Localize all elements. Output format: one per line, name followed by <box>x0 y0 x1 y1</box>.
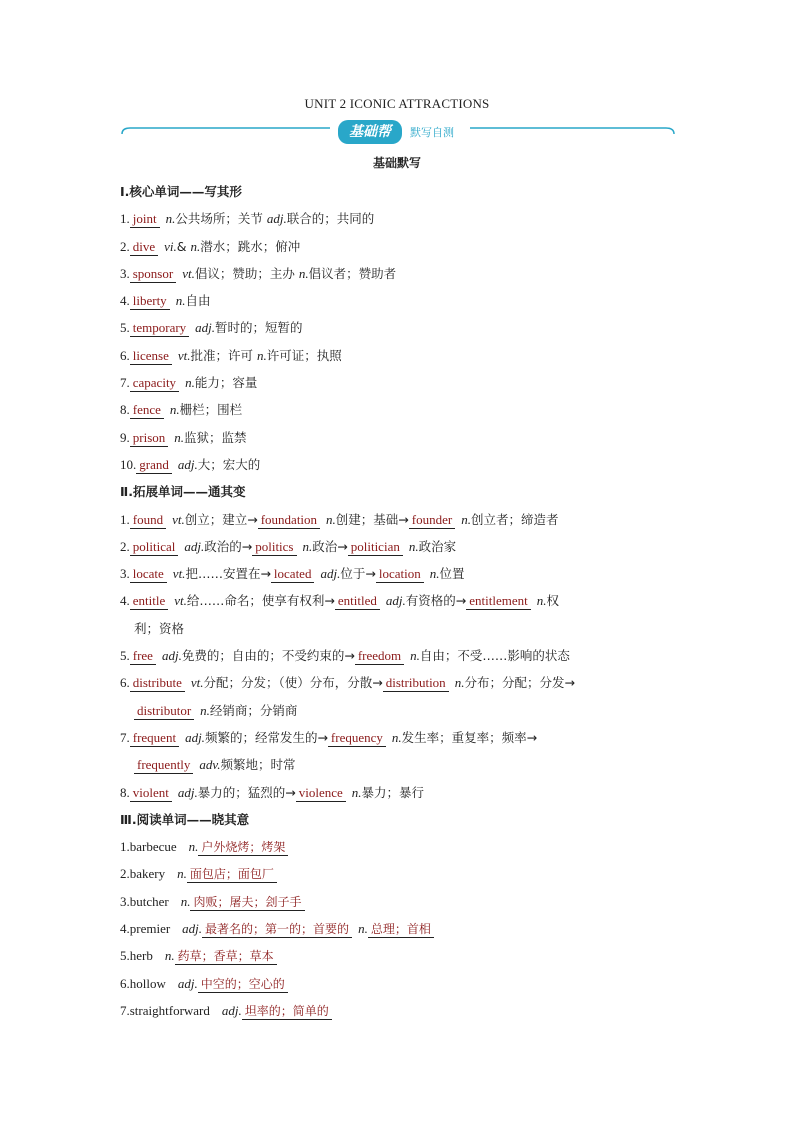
list-item <box>120 669 680 696</box>
answer-blank: entitle <box>130 593 169 610</box>
answer-blank: 药草；香草；草本 <box>175 948 277 965</box>
definition-text: 创建；基础→ <box>335 511 409 527</box>
section-1-list <box>120 205 680 478</box>
definition-text: 给……命名；使享有权利→ <box>186 593 335 609</box>
item-number: 1. <box>120 839 130 855</box>
list-item <box>120 697 680 724</box>
item-number: 7. <box>120 729 130 745</box>
section-3-heading: Ⅲ.阅读单词——晓其意 <box>120 811 250 827</box>
list-item <box>120 942 680 969</box>
definition-text: 联合的；共同的 <box>286 211 375 227</box>
part-of-speech: n. <box>169 402 180 418</box>
definition-text: 位置 <box>439 566 465 582</box>
item-number: 5. <box>120 320 130 336</box>
part-of-speech: vt. <box>177 347 191 363</box>
item-number: 9. <box>120 429 130 445</box>
definition-text: 创立者；缔造者 <box>470 511 559 527</box>
definition-text: 政治→ <box>312 538 348 554</box>
definition-text: 免费的；自由的；不受约束的→ <box>181 648 355 664</box>
definition-text: 许可证；执照 <box>266 347 342 363</box>
part-of-speech: n. <box>174 429 184 445</box>
part-of-speech: adv. <box>199 757 221 773</box>
part-of-speech: vt. <box>172 511 185 527</box>
item-number: 7. <box>120 375 130 391</box>
part-of-speech: adj. <box>161 648 182 664</box>
section-3-list <box>120 833 680 1024</box>
item-number: 10. <box>120 456 137 472</box>
answer-blank: 坦率的；简单的 <box>242 1003 332 1020</box>
section-banner <box>120 120 676 146</box>
section-2-list <box>120 506 680 806</box>
definition-text: 政治家 <box>418 538 457 554</box>
part-of-speech: adj. <box>177 975 198 991</box>
vocab-word: premier <box>129 921 171 937</box>
definition-text: 倡议；赞助；主办 <box>194 265 299 281</box>
part-of-speech: n. <box>298 265 309 281</box>
part-of-speech: vt. <box>182 265 195 281</box>
definition-text: 公共场所；关节 <box>175 211 267 227</box>
part-of-speech: adj. <box>195 320 216 336</box>
list-item <box>120 560 680 587</box>
part-of-speech: adj. <box>185 729 205 745</box>
list-item <box>120 970 680 997</box>
list-item <box>120 888 680 915</box>
page-title: UNIT 2 ICONIC ATTRACTIONS <box>304 96 490 111</box>
item-number: 5. <box>120 948 130 964</box>
part-of-speech: vt. <box>172 566 186 582</box>
item-number: 4. <box>120 921 130 937</box>
answer-blank: dive <box>130 239 158 256</box>
definition-text: 暴力；暴行 <box>361 784 425 800</box>
item-number: 2. <box>120 866 130 882</box>
part-of-speech: vi. <box>164 238 177 254</box>
list-item <box>120 915 680 942</box>
answer-blank: 面包店；面包厂 <box>187 866 277 883</box>
definition-text: 监狱；监禁 <box>184 429 247 445</box>
list-item <box>120 287 680 314</box>
item-number: 4. <box>120 293 130 309</box>
answer-blank: 中空的；空心的 <box>198 976 288 993</box>
list-item <box>120 615 680 642</box>
part-of-speech: adj. <box>385 593 406 609</box>
answer-blank: found <box>130 512 166 529</box>
definition-text: 政治的→ <box>204 538 253 554</box>
answer-blank: violence <box>296 785 346 802</box>
part-of-speech: vt. <box>174 593 187 609</box>
answer-blank: license <box>130 348 172 365</box>
answer-blank: violent <box>130 785 172 802</box>
list-item <box>120 424 680 451</box>
item-number: 6. <box>120 975 130 991</box>
answer-blank: frequently <box>134 757 193 774</box>
part-of-speech: n. <box>302 538 313 554</box>
vocab-word: barbecue <box>129 839 177 855</box>
part-of-speech: n. <box>536 593 547 609</box>
list-item <box>120 506 680 533</box>
definition-text: 频繁地；时常 <box>220 757 296 773</box>
vocab-word: butcher <box>129 893 169 909</box>
item-number: 3. <box>120 893 130 909</box>
exercise-content <box>120 178 680 1024</box>
part-of-speech: adj. <box>221 1002 242 1018</box>
answer-blank: politician <box>348 539 403 556</box>
item-number: 3. <box>120 566 130 582</box>
answer-blank: entitled <box>335 593 380 610</box>
part-of-speech: n. <box>410 648 420 664</box>
answer-blank: distribution <box>383 675 449 692</box>
definition-text: 暴力的；猛烈的→ <box>197 784 296 800</box>
vocab-word: hollow <box>129 975 166 991</box>
answer-blank: grand <box>136 457 172 474</box>
answer-blank: entitlement <box>466 593 530 610</box>
answer-blank: politics <box>252 539 296 556</box>
part-of-speech: n. <box>188 839 199 855</box>
list-item <box>120 779 680 806</box>
list-item <box>120 724 680 751</box>
definition-text: 创立；建立→ <box>184 511 258 527</box>
section-2-heading: Ⅱ.拓展单词——通其变 <box>120 484 246 500</box>
list-item <box>120 451 680 478</box>
list-item <box>120 205 680 232</box>
part-of-speech: adj. <box>177 456 198 472</box>
vocab-word: bakery <box>129 866 166 882</box>
part-of-speech: n. <box>175 293 186 309</box>
part-of-speech: n. <box>326 511 336 527</box>
definition-text: 位于→ <box>340 566 376 582</box>
part-of-speech: n. <box>454 675 465 691</box>
answer-blank: 肉贩；屠夫；刽子手 <box>190 894 304 911</box>
definition-text: 倡议者；赞助者 <box>308 265 397 281</box>
item-number: 1. <box>120 211 130 227</box>
list-item <box>120 314 680 341</box>
item-number: 2. <box>120 238 130 254</box>
part-of-speech: n. <box>408 538 419 554</box>
answer-blank: frequency <box>328 730 386 747</box>
definition-text: 自由 <box>185 293 211 309</box>
item-number: 2. <box>120 538 130 554</box>
answer-blank: capacity <box>130 375 179 392</box>
part-of-speech: n. <box>190 238 201 254</box>
answer-blank: sponsor <box>130 266 176 283</box>
section-subtitle: 基础默写 <box>372 156 421 170</box>
part-of-speech: adj. <box>266 211 287 227</box>
answer-blank: 最著名的；第一的；首要的 <box>202 921 352 938</box>
list-item <box>120 997 680 1024</box>
answer-blank: frequent <box>130 730 179 747</box>
item-number: 6. <box>120 347 130 363</box>
definition-text: 能力；容量 <box>194 375 258 391</box>
badge-subtitle: 默写自测 <box>410 126 454 139</box>
part-of-speech: adj. <box>177 784 198 800</box>
answer-blank: joint <box>130 211 160 228</box>
part-of-speech: adj. <box>320 566 341 582</box>
item-number: 6. <box>120 675 130 691</box>
definition-text: 大；宏大的 <box>197 456 261 472</box>
answer-blank: foundation <box>258 512 320 529</box>
item-number: 8. <box>120 784 130 800</box>
definition-text: 把……安置在→ <box>185 566 271 582</box>
list-item <box>120 642 680 669</box>
answer-blank: prison <box>130 430 169 447</box>
part-of-speech: n. <box>351 784 362 800</box>
answer-blank: distribute <box>130 675 185 692</box>
part-of-speech: n. <box>164 948 175 964</box>
definition-text: 批准；许可 <box>190 347 257 363</box>
answer-blank: location <box>376 566 424 583</box>
definition-text: 分布；分配；分发→ <box>464 675 575 691</box>
answer-blank: political <box>130 539 179 556</box>
answer-blank: distributor <box>134 703 194 720</box>
answer-blank: liberty <box>130 293 170 310</box>
part-of-speech: n. <box>185 375 195 391</box>
list-item <box>120 260 680 287</box>
answer-blank: locate <box>130 566 167 583</box>
part-of-speech: n. <box>429 566 440 582</box>
part-of-speech: n. <box>165 211 176 227</box>
part-of-speech: n. <box>180 893 191 909</box>
definition-text: 有资格的→ <box>405 593 467 609</box>
answer-blank: fence <box>130 402 164 419</box>
list-item <box>120 396 680 423</box>
vocab-word: straightforward <box>129 1002 210 1018</box>
answer-blank: free <box>130 648 156 665</box>
definition-text: 发生率；重复率；频率→ <box>401 729 538 745</box>
list-item <box>120 369 680 396</box>
answer-blank: located <box>271 566 315 583</box>
part-of-speech: n. <box>200 702 210 718</box>
part-of-speech: vt. <box>190 675 204 691</box>
answer-blank: freedom <box>355 648 404 665</box>
answer-blank: 总理；首相 <box>368 921 434 938</box>
item-number: 5. <box>120 648 130 664</box>
definition-text: 分配；分发；（使）分布，分散→ <box>203 675 383 691</box>
item-number: 3. <box>120 265 130 281</box>
part-of-speech: n. <box>358 921 368 937</box>
definition-text: 利；资格 <box>134 620 185 636</box>
definition-text: 潜水；跳水；俯冲 <box>200 238 301 254</box>
answer-blank: temporary <box>130 320 189 337</box>
part-of-speech: n. <box>461 511 471 527</box>
part-of-speech: n. <box>391 729 402 745</box>
badge-label: 基础帮 <box>338 120 402 144</box>
item-number: 4. <box>120 593 130 609</box>
part-of-speech: adj. <box>184 538 205 554</box>
vocab-word: herb <box>129 948 153 964</box>
definition-text: & <box>176 238 191 254</box>
list-item <box>120 233 680 260</box>
list-item <box>120 860 680 887</box>
definition-text: 暂时的；短暂的 <box>215 320 303 336</box>
list-item <box>120 833 680 860</box>
item-number: 8. <box>120 402 130 418</box>
part-of-speech: n. <box>177 866 187 882</box>
list-item <box>120 751 680 778</box>
definition-text: 自由；不受……影响的状态 <box>419 648 570 664</box>
list-item <box>120 342 680 369</box>
list-item <box>120 533 680 560</box>
item-number: 1. <box>120 511 130 527</box>
item-number: 7. <box>120 1002 130 1018</box>
definition-text: 权 <box>546 593 559 609</box>
section-1-heading: Ⅰ.核心单词——写其形 <box>120 184 242 199</box>
definition-text: 经销商；分销商 <box>209 702 298 718</box>
definition-text: 频繁的；经常发生的→ <box>204 729 328 745</box>
answer-blank: founder <box>409 512 455 529</box>
definition-text: 栅栏；围栏 <box>179 402 243 418</box>
list-item <box>120 587 680 614</box>
part-of-speech: n. <box>256 347 267 363</box>
answer-blank: 户外烧烤；烤架 <box>198 839 288 856</box>
part-of-speech: adj. <box>182 921 203 937</box>
